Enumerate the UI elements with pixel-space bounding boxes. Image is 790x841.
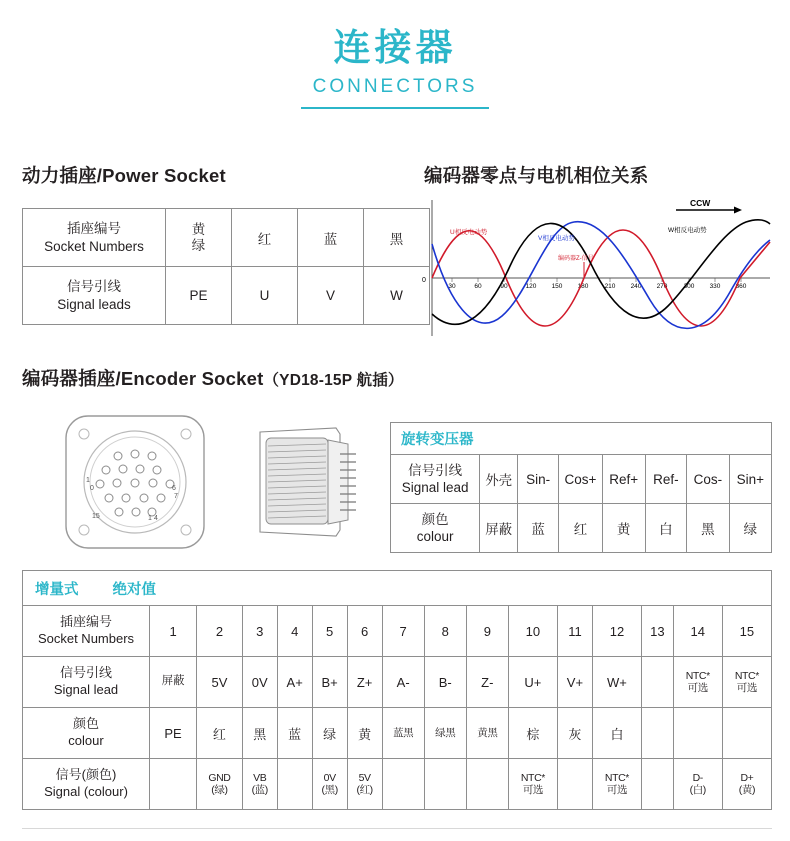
socket-number-cell: 1: [150, 606, 197, 657]
svg-text:270: 270: [656, 283, 668, 290]
socket-number-cell: 5: [312, 606, 347, 657]
signal-colour-cell: 5V (红): [347, 759, 382, 810]
resolver-cell: Sin+: [729, 455, 771, 504]
svg-text:CCW: CCW: [690, 198, 711, 208]
signal-lead-cell: A+: [277, 657, 312, 708]
table-row: [23, 759, 772, 810]
signal-lead-cell: 0V: [242, 657, 277, 708]
signal-lead-cell: B-: [424, 657, 466, 708]
resolver-row-label-1: 信号引线 Signal lead: [391, 455, 480, 504]
resolver-cell: 蓝: [518, 504, 559, 553]
socket-number-cell: 8: [424, 606, 466, 657]
signal-colour-cell: [150, 759, 197, 810]
page-header: [0, 0, 790, 109]
resolver-cell: 外壳: [480, 455, 518, 504]
signal-lead-cell: V+: [557, 657, 592, 708]
colour-cell: 白: [592, 708, 641, 759]
signal-lead-cell: U+: [508, 657, 557, 708]
svg-text:180: 180: [577, 283, 589, 290]
signal-colour-cell: NTC* 可选: [592, 759, 641, 810]
signal-colour-cell: D+ (黄): [722, 759, 771, 810]
power-cell: W: [364, 267, 430, 325]
svg-text:4: 4: [154, 515, 158, 522]
resolver-title: 旋转变压器: [391, 423, 772, 455]
power-cell: 蓝: [298, 209, 364, 267]
socket-number-cell: 9: [466, 606, 508, 657]
resolver-cell: Ref+: [602, 455, 645, 504]
page-title-cn: 连接器: [333, 27, 457, 68]
colour-cell: [642, 708, 674, 759]
socket-number-cell: 7: [382, 606, 424, 657]
svg-text:编码器Z-信号: 编码器Z-信号: [558, 256, 594, 262]
colour-cell: 黄黑: [466, 708, 508, 759]
svg-text:0: 0: [90, 485, 94, 492]
socket-number-cell: 13: [642, 606, 674, 657]
signal-lead-cell: NTC* 可选: [722, 657, 771, 708]
table-row: [391, 423, 772, 455]
table-row: [391, 455, 772, 504]
svg-text:330: 330: [709, 283, 721, 290]
resolver-cell: 绿: [729, 504, 771, 553]
signal-lead-cell: A-: [382, 657, 424, 708]
power-cell: PE: [166, 267, 232, 325]
header-divider: [301, 107, 489, 109]
label-absolute: 绝对值: [112, 581, 156, 598]
encoder-socket-heading: 编码器插座/Encoder Socket: [22, 368, 264, 389]
signal-lead-cell: B+: [312, 657, 347, 708]
socket-number-cell: 11: [557, 606, 592, 657]
encoder-connector-front-view: [62, 412, 208, 552]
resolver-cell: Ref-: [645, 455, 687, 504]
table-row: [23, 571, 772, 606]
socket-number-cell: 3: [242, 606, 277, 657]
svg-text:W相反电动势: W相反电动势: [668, 227, 707, 234]
svg-text:210: 210: [604, 283, 616, 290]
svg-text:240: 240: [630, 283, 642, 290]
power-cell: 黄 绿: [166, 209, 232, 267]
svg-text:1: 1: [148, 515, 152, 522]
signal-lead-cell: 屏蔽: [150, 657, 197, 708]
socket-number-cell: 4: [277, 606, 312, 657]
resolver-row-label-2: 颜色 colour: [391, 504, 480, 553]
colour-cell: 绿黑: [424, 708, 466, 759]
back-emf-phase-chart: [418, 196, 776, 344]
signal-colour-cell: [277, 759, 312, 810]
svg-text:300: 300: [683, 283, 695, 290]
svg-text:90: 90: [500, 283, 508, 290]
colour-cell: PE: [150, 708, 197, 759]
socket-number-cell: 14: [673, 606, 722, 657]
power-row-label-2: 信号引线 Signal leads: [23, 267, 166, 325]
table-row: [391, 504, 772, 553]
page-bottom-divider: [22, 828, 772, 829]
resolver-cell: Cos-: [687, 455, 730, 504]
signal-colour-cell: [382, 759, 424, 810]
svg-text:360: 360: [735, 283, 747, 290]
colour-cell: [722, 708, 771, 759]
table-row: [23, 209, 430, 267]
power-cell: 红: [232, 209, 298, 267]
signal-lead-cell: [642, 657, 674, 708]
signal-lead-cell: Z+: [347, 657, 382, 708]
signal-lead-cell: NTC* 可选: [673, 657, 722, 708]
colour-label: 颜色 colour: [23, 708, 150, 759]
resolver-cell: 屏蔽: [480, 504, 518, 553]
resolver-cell: 黄: [602, 504, 645, 553]
power-row-label-1: 插座编号 Socket Numbers: [23, 209, 166, 267]
colour-cell: 黑: [242, 708, 277, 759]
table-row: [23, 708, 772, 759]
power-cell: 黑: [364, 209, 430, 267]
svg-text:6: 6: [172, 485, 176, 492]
signal-colour-cell: [642, 759, 674, 810]
signal-lead-cell: 5V: [197, 657, 243, 708]
svg-text:15: 15: [92, 513, 100, 520]
colour-cell: [673, 708, 722, 759]
colour-cell: 黄: [347, 708, 382, 759]
svg-text:V相反电动势: V相反电动势: [538, 235, 575, 242]
svg-text:30: 30: [448, 283, 456, 290]
svg-text:120: 120: [525, 283, 537, 290]
signal-colour-cell: D- (白): [673, 759, 722, 810]
svg-text:0: 0: [422, 277, 426, 284]
colour-cell: 蓝: [277, 708, 312, 759]
page-title-en: CONNECTORS: [312, 76, 478, 98]
encoder-connector-side-view: [240, 418, 360, 546]
encoder-socket-heading-sub: （YD18-15P 航插）: [263, 372, 404, 389]
signal-lead-cell: Z-: [466, 657, 508, 708]
resolver-cell: 红: [559, 504, 603, 553]
encoder-socket-table: [22, 570, 772, 810]
signal-colour-cell: 0V (黑): [312, 759, 347, 810]
power-socket-heading: 动力插座/Power Socket: [22, 165, 226, 186]
svg-text:U相反电动势: U相反电动势: [450, 229, 488, 236]
resolver-cell: Sin-: [518, 455, 559, 504]
signal-colour-label: 信号(颜色) Signal (colour): [23, 759, 150, 810]
signal-colour-cell: VB (蓝): [242, 759, 277, 810]
signal-colour-cell: [466, 759, 508, 810]
power-cell: U: [232, 267, 298, 325]
svg-text:60: 60: [474, 283, 482, 290]
table-row: [23, 657, 772, 708]
resolver-cell: 白: [645, 504, 687, 553]
svg-text:1: 1: [86, 477, 90, 484]
resolver-table: [390, 422, 772, 553]
svg-text:150: 150: [551, 283, 563, 290]
table-row: [23, 606, 772, 657]
encoder-socket-heading-wrap: [22, 365, 404, 391]
socket-number-cell: 12: [592, 606, 641, 657]
colour-cell: 绿: [312, 708, 347, 759]
power-socket-table: [22, 208, 430, 325]
resolver-cell: 黑: [687, 504, 730, 553]
resolver-cell: Cos+: [559, 455, 603, 504]
colour-cell: 红: [197, 708, 243, 759]
table-row: [23, 267, 430, 325]
colour-cell: 棕: [508, 708, 557, 759]
svg-text:7: 7: [174, 493, 178, 500]
encoder-phase-heading: 编码器零点与电机相位关系: [424, 165, 649, 186]
signal-colour-cell: [557, 759, 592, 810]
power-cell: V: [298, 267, 364, 325]
socket-number-cell: 2: [197, 606, 243, 657]
socket-numbers-label: 插座编号 Socket Numbers: [23, 606, 150, 657]
socket-number-cell: 15: [722, 606, 771, 657]
encoder-table-head: [23, 571, 772, 606]
socket-number-cell: 10: [508, 606, 557, 657]
socket-number-cell: 6: [347, 606, 382, 657]
signal-lead-label: 信号引线 Signal lead: [23, 657, 150, 708]
colour-cell: 蓝黑: [382, 708, 424, 759]
signal-colour-cell: [424, 759, 466, 810]
colour-cell: 灰: [557, 708, 592, 759]
signal-lead-cell: W+: [592, 657, 641, 708]
label-incremental: 增量式: [35, 581, 79, 598]
signal-colour-cell: NTC* 可选: [508, 759, 557, 810]
signal-colour-cell: GND (绿): [197, 759, 243, 810]
